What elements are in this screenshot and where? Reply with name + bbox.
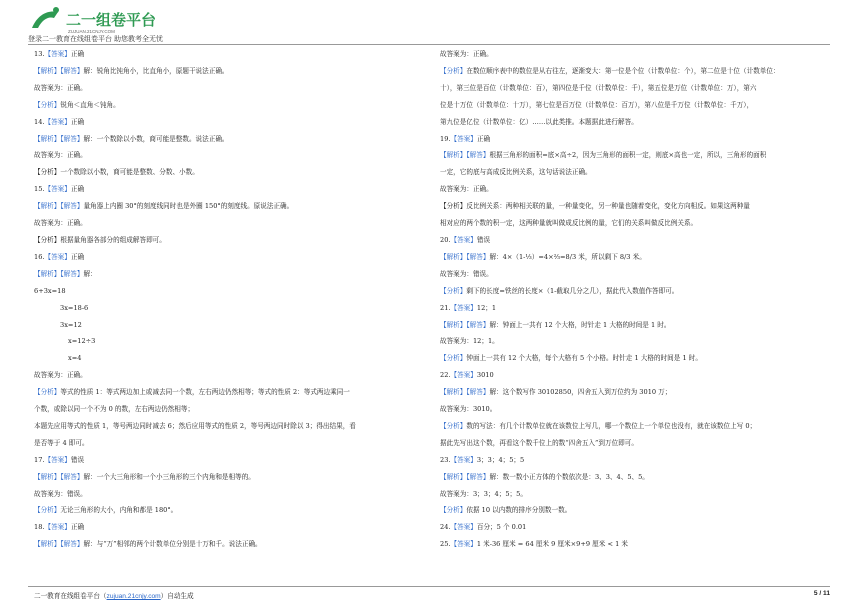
- line-text: 正确: [70, 523, 85, 532]
- line-text: 本题先应用等式的性质 1，等号两边同时减去 6；然后应用等式的性质 2，等号两边同时除以 3；得出结果，看: [34, 421, 356, 430]
- line-text: 等式的性质 1：等式两边加上或减去同一个数，左右两边仍然相等；等式的性质 2：等式两边乘同一: [60, 388, 350, 397]
- line-text: 故答案为：错误。: [34, 489, 87, 498]
- line-text: 错误: [476, 235, 491, 244]
- section-label: 【解析】【解答】: [440, 388, 490, 397]
- section-label: 【答案】: [44, 185, 71, 194]
- section-label: 【分析】: [440, 286, 467, 295]
- left-line: [34, 164, 429, 181]
- section-label: 【解析】【解答】: [440, 320, 490, 329]
- section-label: 【答案】: [450, 455, 477, 464]
- line-text: 根据三角形的面积=底×高÷2，因为三角形的面积一定，则底×高也一定，所以，三角形的面积: [489, 151, 767, 160]
- right-line: [440, 164, 830, 181]
- left-line: [34, 114, 429, 131]
- right-line: [440, 384, 830, 401]
- line-text: 3x=18-6: [60, 303, 89, 312]
- line-text: 是否等于 4 即可。: [34, 438, 89, 447]
- left-line: [34, 63, 429, 80]
- line-text: 错误: [70, 455, 85, 464]
- line-text: 解：4×（1-⅓）=4×⅔=8/3 米，所以剩下 8/3 米。: [489, 252, 646, 261]
- section-label: 【解析】【解答】: [440, 472, 490, 481]
- right-line: [440, 80, 830, 97]
- right-line: [440, 147, 830, 164]
- right-line: [440, 114, 830, 131]
- right-line: [440, 198, 830, 215]
- line-text: 无论三角形的大小，内角和都是 180°。: [60, 506, 178, 515]
- line-text: 位是十万位（计数单位：十万），第七位是百万位（计数单位：百万），第八位是千万位（计数单位：千万），: [440, 100, 754, 109]
- line-text: 6+3x=18: [34, 286, 66, 295]
- line-text: 解：: [83, 269, 97, 278]
- left-line: [34, 147, 429, 164]
- section-label: 【分析】: [440, 66, 467, 75]
- left-line: [34, 317, 429, 334]
- line-text: 锐角＜直角＜钝角。: [60, 100, 120, 109]
- question-number: 17.: [34, 455, 45, 464]
- left-line: [34, 502, 429, 519]
- line-text: 解：锐角比钝角小，比直角小，原题干说法正确。: [83, 66, 229, 75]
- section-label: 【解析】【解答】: [440, 252, 490, 261]
- page-number: 5 / 11: [813, 590, 830, 597]
- section-label: 【解析】【解答】: [34, 134, 84, 143]
- left-line: [34, 333, 429, 350]
- line-text: 正确: [70, 117, 85, 126]
- section-label: 【答案】: [450, 134, 477, 143]
- left-line: [34, 401, 429, 418]
- right-line: [440, 317, 830, 334]
- line-text: 12；1: [476, 303, 497, 312]
- section-label: 【解析】【解答】: [34, 540, 84, 549]
- left-line: [34, 452, 429, 469]
- left-line: [34, 519, 429, 536]
- line-text: x=4: [68, 354, 82, 363]
- line-text: 故答案为：3；3；4；5；5。: [440, 489, 527, 498]
- line-text: 故答案为：正确。: [34, 151, 87, 160]
- right-line: [440, 131, 830, 148]
- section-label: 【答案】: [450, 540, 477, 549]
- section-label: 【解析】【解答】: [34, 66, 84, 75]
- left-line: [34, 80, 429, 97]
- line-text: 解：钟面上一共有 12 个大格，时针走 1 大格的时间是 1 时。: [489, 320, 671, 329]
- right-line: [440, 418, 830, 435]
- left-line: [34, 215, 429, 232]
- line-text: 故答案为：正确。: [34, 371, 87, 380]
- line-text: 正确: [70, 185, 85, 194]
- right-line: [440, 232, 830, 249]
- right-line: [440, 181, 830, 198]
- line-text: 依据 10 以内数的排序分别数一数。: [466, 506, 572, 515]
- right-line: [440, 486, 830, 503]
- line-text: x=12÷3: [68, 337, 96, 346]
- section-label: 【答案】: [44, 455, 71, 464]
- section-label: 【分析】: [440, 506, 467, 515]
- line-text: 故答案为：正确。: [34, 219, 87, 228]
- question-number: 21.: [440, 303, 451, 312]
- section-label: 【答案】: [44, 117, 71, 126]
- line-text: 故答案为：正确。: [34, 83, 87, 92]
- line-text: 解：数一数小正方体的个数依次是：3、3、4、5、5。: [489, 472, 649, 481]
- question-number: 13.: [34, 50, 45, 58]
- left-line: [34, 181, 429, 198]
- line-text: 相对应的两个数的积一定，这两种量就叫做成反比例的量，它们的关系叫做反比例关系。: [440, 219, 698, 228]
- footer-prefix: 二一教育在线组卷平台（: [34, 593, 107, 600]
- left-line: [34, 46, 429, 63]
- section-label: 【分析】: [34, 506, 61, 515]
- right-line: [440, 536, 830, 553]
- left-line: [34, 232, 429, 249]
- left-line: [34, 418, 429, 435]
- left-line: [34, 536, 429, 553]
- question-number: 24.: [440, 523, 451, 532]
- line-text: 【分析】根据量角器各部分的组成解答即可。: [34, 235, 166, 244]
- left-line: [34, 367, 429, 384]
- line-text: 解：一个数除以小数，商可能是整数。说法正确。: [83, 134, 229, 143]
- section-label: 【答案】: [450, 303, 477, 312]
- section-label: 【答案】: [44, 252, 71, 261]
- right-line: [440, 266, 830, 283]
- section-label: 【分析】: [440, 354, 467, 363]
- left-line: [34, 300, 429, 317]
- right-line: [440, 435, 830, 452]
- question-number: 15.: [34, 185, 45, 194]
- section-label: 【答案】: [44, 523, 71, 532]
- right-line: [440, 215, 830, 232]
- right-line: [440, 300, 830, 317]
- site-logo: [28, 4, 228, 36]
- line-text: 正确: [70, 252, 85, 261]
- left-line: [34, 283, 429, 300]
- section-label: 【答案】: [450, 523, 477, 532]
- line-text: 数的写法：有几个计数单位就在该数位上写几，哪一个数位上一个单位也没有，就在该数位上写 0；: [466, 421, 757, 430]
- line-text: 百分；5 个 0.01: [476, 523, 527, 532]
- left-line: [34, 97, 429, 114]
- line-text: 解：一个大三角形和一个小三角形的三个内角和是相等的。: [83, 472, 255, 481]
- line-text: 3x=12: [60, 320, 82, 329]
- right-line: [440, 249, 830, 266]
- left-line: [34, 469, 429, 486]
- line-text: 故答案为：3010。: [440, 405, 497, 414]
- line-text: 解：与“万”相邻的两个计数单位分别是十万和千。说法正确。: [83, 540, 262, 549]
- line-text: 3；3；4；5；5: [476, 455, 525, 464]
- right-column: [440, 46, 830, 553]
- left-line: [34, 384, 429, 401]
- right-line: [440, 452, 830, 469]
- section-label: 【解析】【解答】: [34, 202, 84, 211]
- footer-link[interactable]: zujuan.21cnjy.com: [106, 593, 161, 600]
- line-text: 在数位顺序表中的数位是从右往左，逐渐变大：第一位是个位（计数单位：个），第二位是十位（计数单位：: [466, 66, 780, 75]
- line-text: 【分析】反比例关系：两种相关联的量，一种量变化，另一种量也随着变化，变化方向相反。如果这两种量: [440, 202, 750, 211]
- right-line: [440, 367, 830, 384]
- right-line: [440, 469, 830, 486]
- right-line: [440, 502, 830, 519]
- question-number: 25.: [440, 540, 451, 549]
- logo-subtext: ZUJUAN.21CNJY.COM: [68, 29, 115, 34]
- line-text: 故答案为：错误。: [440, 269, 493, 278]
- left-line: [34, 486, 429, 503]
- question-number: 20.: [440, 235, 451, 244]
- line-text: 【分析】一个数除以小数，商可能是整数、分数、小数。: [34, 168, 199, 177]
- section-label: 【答案】: [44, 50, 71, 58]
- left-column: [34, 46, 429, 553]
- section-label: 【解析】【解答】: [440, 151, 490, 160]
- footer-suffix: ）自动生成: [160, 593, 194, 600]
- left-line: [34, 266, 429, 283]
- line-text: 正确: [476, 134, 491, 143]
- logo-text: 二一组卷平台: [66, 11, 157, 29]
- left-line: [34, 435, 429, 452]
- question-number: 23.: [440, 455, 451, 464]
- section-label: 【答案】: [450, 371, 477, 380]
- line-text: 1 米-36 厘米 = 64 厘米 9 厘米×9+9 厘米 < 1 米: [476, 540, 628, 549]
- right-line: [440, 63, 830, 80]
- right-line: [440, 46, 830, 63]
- line-text: 正确: [70, 50, 85, 58]
- line-text: 个数，或除以同一个不为 0 的数，左右两边仍然相等；: [34, 405, 195, 414]
- section-label: 【分析】: [34, 100, 61, 109]
- section-label: 【解析】【解答】: [34, 472, 84, 481]
- line-text: 故答案为：正确。: [440, 185, 493, 194]
- left-line: [34, 350, 429, 367]
- left-line: [34, 249, 429, 266]
- question-number: 22.: [440, 371, 451, 380]
- question-number: 19.: [440, 134, 451, 143]
- section-label: 【解析】【解答】: [34, 269, 84, 278]
- right-line: [440, 97, 830, 114]
- question-number: 18.: [34, 523, 45, 532]
- page-header: [28, 4, 838, 44]
- section-label: 【答案】: [450, 235, 477, 244]
- header-tagline: 登录二一教育在线组卷平台 助您教考全无忧: [28, 36, 163, 43]
- line-text: 解：这个数写作 30102850，四舍五入到万位约为 3010 万；: [489, 388, 672, 397]
- right-line: [440, 350, 830, 367]
- left-line: [34, 198, 429, 215]
- line-text: 故答案为：12；1。: [440, 337, 499, 346]
- line-text: 量角器上内圈 30°的刻度线同时也是外圈 150°的刻度线。原说法正确。: [83, 202, 294, 211]
- right-line: [440, 283, 830, 300]
- line-text: 故答案为：正确。: [440, 50, 493, 58]
- header-divider: [28, 44, 830, 45]
- question-number: 14.: [34, 117, 45, 126]
- line-text: 十），第三位是百位（计数单位：百），第四位是千位（计数单位：千），第五位是万位（计数单位：万），第六: [440, 83, 757, 92]
- line-text: 3010: [476, 371, 494, 380]
- line-text: 一定，它的底与高成反比例关系，这句话说法正确。: [440, 168, 592, 177]
- left-line: [34, 131, 429, 148]
- right-line: [440, 519, 830, 536]
- line-text: 据此先写出这个数，再看这个数千位上的数“四舍五入”到万位即可。: [440, 438, 638, 447]
- footer-divider: [28, 586, 830, 587]
- page-footer: [34, 590, 830, 600]
- line-text: 第九位是亿位（计数单位：亿）……以此类推。本题据此进行解答。: [440, 117, 638, 126]
- section-label: 【分析】: [34, 388, 61, 397]
- right-line: [440, 401, 830, 418]
- question-number: 16.: [34, 252, 45, 261]
- right-line: [440, 333, 830, 350]
- section-label: 【分析】: [440, 421, 467, 430]
- line-text: 钟面上一共有 12 个大格，每个大格有 5 个小格。时针走 1 大格的时间是 1 时。: [466, 354, 702, 363]
- line-text: 剩下的长度=铁丝的长度×（1-截取几分之几），据此代入数值作答即可。: [466, 286, 679, 295]
